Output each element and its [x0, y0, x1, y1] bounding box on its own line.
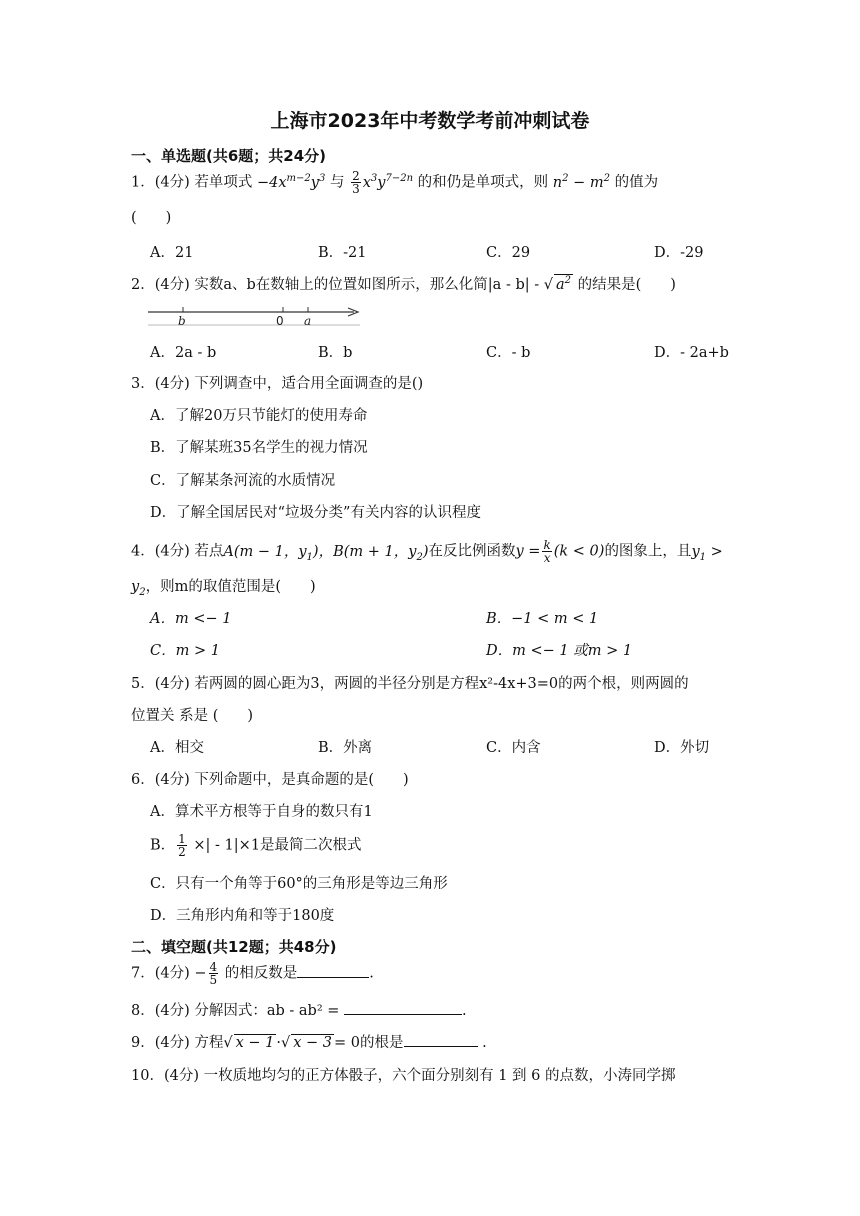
question-1 — [131, 170, 658, 195]
question-7: 7．(4分) − $\frac{4}{5}$ 的相反数是 . — [131, 960, 374, 987]
q1-fraction: $\frac{2}{3}$ — [352, 169, 360, 196]
q6-option-a: A．算术平方根等于自身的数只有1 — [150, 804, 373, 820]
question-4-line2: $y_2$，则m的取值范围是( ) — [131, 579, 316, 598]
q1-suffix: 的和仍是单项式，则 — [417, 174, 549, 191]
q2-end: 的结果是( ) — [577, 277, 676, 293]
axis-label-b: b — [178, 314, 186, 328]
q2-option-b: B．b — [318, 345, 353, 361]
q2-option-a: A．2a - b — [150, 345, 217, 361]
question-9: 9．(4分) 方程√ x − 1 ·√ x − 3 = 0的根是 . — [131, 1031, 487, 1052]
q3-option-b: B．了解某班35名学生的视力情况 — [150, 440, 368, 456]
q3-option-d: D．了解全国居民对“垃圾分类”有关内容的认识程度 — [150, 505, 481, 521]
q1-option-a: A．21 — [150, 245, 194, 261]
question-3: 3．(4分) 下列调查中，适合用全面调查的是() — [131, 376, 424, 392]
section-heading-single-choice: 一、单选题(共6题；共24分) — [131, 147, 327, 165]
q5-option-a: A．相交 — [150, 740, 204, 756]
q1-option-d: D．-29 — [654, 245, 704, 261]
q9-answer-blank[interactable] — [404, 1032, 478, 1047]
question-10: 10．(4分) 一枚质地均匀的正方体骰子，六个面分别刻有 1 到 6 的点数，小涛同学掷 — [131, 1068, 676, 1084]
q2-sqrt: √ $a^2$ — [543, 275, 572, 293]
q1-monomial-2: $x^3y^{7-2n}$ — [362, 172, 414, 191]
q1-option-c: C．29 — [486, 245, 531, 261]
question-5: 5．(4分) 若两圆的圆心距为3，两圆的半径分别是方程x²-4x+3=0的两个根，则两圆的 — [131, 676, 689, 692]
q6-option-d: D．三角形内角和等于180度 — [150, 908, 335, 924]
question-5-line2: 位置关 系是 ( ) — [131, 708, 254, 724]
q1-monomial-1: $-4x^{m-2}y^3$ — [256, 172, 326, 191]
question-2 — [131, 273, 676, 294]
q3-option-a: A．了解20万只节能灯的使用寿命 — [150, 408, 368, 424]
question-4: 4．(4分) 若点A(m − 1，$y_1$)，B(m + 1，$y_2$)在反比例函数y = $\frac{k}{x}$ (k < 0)的图象上，且$y_1$ > — [131, 538, 723, 565]
q5-option-b: B．外离 — [318, 740, 373, 756]
q6-option-b: B． $\frac{1}{2}$ ×| - 1|×1是最简二次根式 — [150, 832, 362, 859]
q5-option-c: C．内含 — [486, 740, 541, 756]
q3-option-c: C．了解某条河流的水质情况 — [150, 473, 336, 489]
axis-label-a: a — [304, 314, 312, 328]
q4-option-b: B．−1 < m < 1 — [486, 611, 599, 627]
q1-end: 的值为 — [614, 174, 659, 191]
question-8: 8．(4分) 分解因式：ab - ab² = . — [131, 999, 467, 1020]
axis-label-0: 0 — [276, 314, 284, 328]
exam-title: 上海市2023年中考数学考前冲刺试卷 — [270, 110, 590, 132]
q7-answer-blank[interactable] — [297, 963, 369, 978]
q2-option-d: D．- 2a+b — [654, 345, 729, 361]
q8-answer-blank[interactable] — [344, 1000, 462, 1015]
q2-option-c: C．- b — [486, 345, 531, 361]
q1-paren: ( ) — [131, 210, 172, 226]
q2-text: 2．(4分) 实数a、b在数轴上的位置如图所示，那么化简|a - b| - — [131, 277, 540, 293]
number-line-figure — [148, 301, 364, 329]
q4-option-d: D．m <− 1 或m > 1 — [486, 643, 633, 659]
section-heading-fill-blank: 二、填空题(共12题；共48分) — [131, 938, 337, 956]
q1-mid: 与 — [329, 174, 345, 191]
q1-prefix: 1．(4分) 若单项式 — [131, 174, 253, 191]
q1-expression: $n^2 - m^2$ — [552, 172, 610, 191]
q4-option-a: A．m <− 1 — [150, 611, 232, 627]
q5-option-d: D．外切 — [654, 740, 710, 756]
question-6: 6．(4分) 下列命题中，是真命题的是( ) — [131, 772, 409, 788]
q6-option-c: C．只有一个角等于60°的三角形是等边三角形 — [150, 876, 448, 892]
q4-option-c: C．m > 1 — [150, 643, 220, 659]
q1-option-b: B．-21 — [318, 245, 367, 261]
